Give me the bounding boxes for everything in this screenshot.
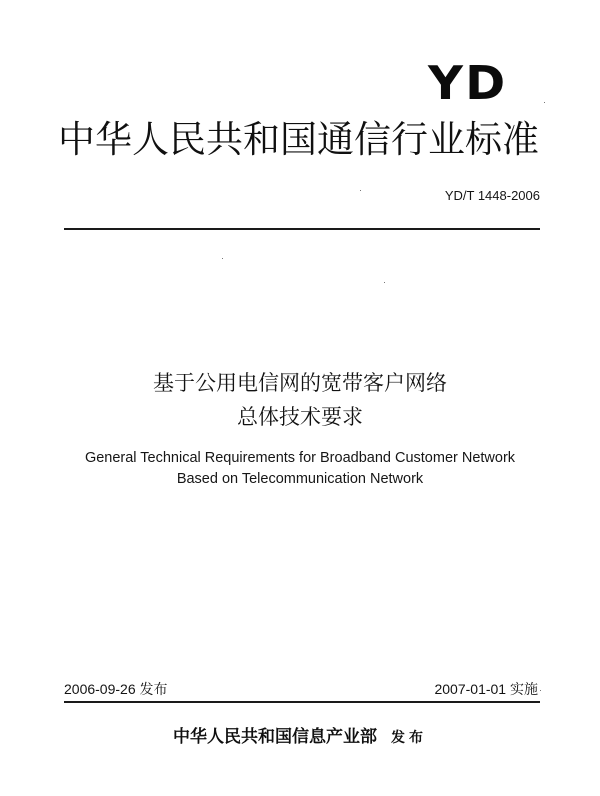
document-title-zh-line2: 总体技术要求 (237, 405, 363, 429)
publish-verb: 发布 (391, 730, 427, 746)
scan-speck (360, 190, 361, 191)
document-title-en-line2: Based on Telecommunication Network (176, 471, 424, 487)
scan-speck (384, 282, 385, 283)
document-title-en-line1: General Technical Requirements for Broadband Customer Network (84, 450, 516, 466)
standard-number: YD/T 1448-2006 (444, 188, 540, 203)
scan-speck (222, 258, 223, 259)
top-divider (64, 228, 540, 230)
issue-date: 2006-09-26 发布 (64, 681, 168, 697)
implementation-date: 2007-01-01 实施 (434, 681, 538, 697)
document-title-zh-line1: 基于公用电信网的宽带客户网络 (153, 371, 447, 395)
scan-speck (544, 102, 545, 103)
date-row (64, 680, 538, 698)
publisher-name: 中华人民共和国信息产业部 (173, 727, 377, 747)
publisher-line (0, 726, 600, 749)
yd-logo: YD (428, 56, 508, 110)
standard-category-title: 中华人民共和国通信行业标准 (58, 118, 539, 161)
scan-speck (540, 690, 541, 691)
bottom-divider (64, 701, 540, 703)
